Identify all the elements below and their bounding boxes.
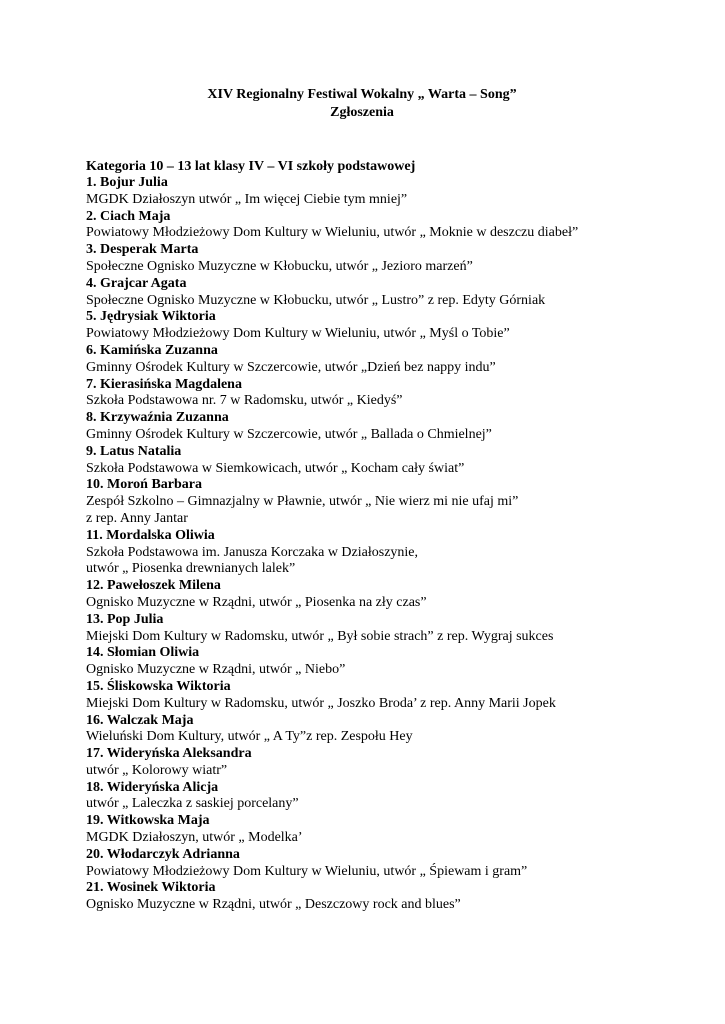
entry-detail: utwór „ Kolorowy wiatr” (86, 762, 228, 778)
list-item (86, 209, 685, 243)
entry-detail: Szkoła Podstawowa im. Janusza Korczaka w Działoszynie, (86, 544, 419, 560)
entry-name: 4. Grajcar Agata (86, 275, 187, 291)
entry-name: 14. Słomian Oliwia (86, 645, 200, 661)
entry-detail: Społeczne Ognisko Muzyczne w Kłobucku, utwór „ Lustro” z rep. Edyty Górniak (86, 292, 546, 308)
entry-detail: z rep. Anny Jantar (86, 510, 188, 526)
list-item (86, 343, 685, 377)
list-item (86, 679, 685, 713)
entry-name: 1. Bojur Julia (86, 175, 168, 190)
list-item (86, 813, 685, 847)
list-item (86, 528, 685, 578)
entry-detail: Szkoła Podstawowa nr. 7 w Radomsku, utwór „ Kiedyś” (86, 393, 403, 409)
entry-name: 20. Włodarczyk Adrianna (86, 846, 240, 862)
entry-detail: MGDK Działoszyn utwór „ Im więcej Ciebie tym mniej” (86, 191, 408, 207)
entry-name: 12. Pawełoszek Milena (86, 578, 221, 594)
entry-name: 18. Wideryńska Alicja (86, 779, 219, 795)
category-heading: Kategoria 10 – 13 lat klasy IV – VI szkoły podstawowej (86, 159, 416, 174)
list-item (86, 309, 685, 343)
entry-name: 11. Mordalska Oliwia (86, 527, 215, 543)
list-item (86, 410, 685, 444)
entry-detail: Szkoła Podstawowa w Siemkowicach, utwór „ Kocham cały świat” (86, 460, 465, 476)
entry-detail: Zespół Szkolno – Gimnazjalny w Pławnie, utwór „ Nie wierz mi nie ufaj mi” (86, 494, 519, 510)
entry-name: 19. Witkowska Maja (86, 813, 210, 829)
entry-name: 9. Latus Natalia (86, 443, 182, 459)
entry-detail: Powiatowy Młodzieżowy Dom Kultury w Wieluniu, utwór „ Myśl o Tobie” (86, 326, 510, 342)
entry-name: 16. Walczak Maja (86, 712, 194, 728)
entry-detail: utwór „ Piosenka drewnianych lalek” (86, 561, 296, 577)
list-item (86, 242, 685, 276)
document-subtitle: Zgłoszenia (330, 105, 394, 120)
list-item (86, 713, 685, 747)
list-item (86, 612, 685, 646)
list-item (86, 746, 685, 780)
entry-name: 6. Kamińska Zuzanna (86, 342, 218, 358)
entry-name: 17. Wideryńska Aleksandra (86, 746, 252, 762)
entry-detail: utwór „ Laleczka z saskiej porcelany” (86, 796, 299, 812)
list-item (86, 276, 685, 310)
document-title: XIV Regionalny Festiwal Wokalny „ Warta – Song” (207, 87, 517, 102)
entry-name: 13. Pop Julia (86, 611, 164, 627)
entry-detail: Ognisko Muzyczne w Rządni, utwór „ Deszczowy rock and blues” (86, 897, 461, 913)
entry-name: 2. Ciach Maja (86, 208, 171, 224)
list-item (86, 477, 685, 527)
entry-name: 21. Wosinek Wiktoria (86, 880, 216, 896)
entry-name: 7. Kierasińska Magdalena (86, 376, 242, 392)
entry-detail: Ognisko Muzyczne w Rządni, utwór „ Piosenka na zły czas” (86, 594, 427, 610)
list-item (86, 880, 685, 914)
entries-list (86, 175, 685, 914)
entry-name: 3. Desperak Marta (86, 242, 199, 258)
entry-name: 8. Krzywaźnia Zuzanna (86, 410, 229, 426)
title-block (86, 86, 638, 122)
entry-detail: Powiatowy Młodzieżowy Dom Kultury w Wieluniu, utwór „ Śpiewam i gram” (86, 863, 528, 879)
entry-detail: Wieluński Dom Kultury, utwór „ A Ty”z rep. Zespołu Hey (86, 729, 413, 745)
entry-detail: Miejski Dom Kultury w Radomsku, utwór „ Joszko Broda’ z rep. Anny Marii Jopek (86, 695, 556, 711)
entry-detail: Gminny Ośrodek Kultury w Szczercowie, utwór „ Ballada o Chmielnej” (86, 426, 492, 442)
list-item (86, 847, 685, 881)
entry-detail: MGDK Działoszyn, utwór „ Modelka’ (86, 830, 303, 846)
list-item (86, 175, 685, 209)
entry-name: 10. Moroń Barbara (86, 477, 203, 493)
list-item (86, 780, 685, 814)
list-item (86, 578, 685, 612)
entry-name: 15. Śliskowska Wiktoria (86, 678, 231, 694)
entry-detail: Społeczne Ognisko Muzyczne w Kłobucku, utwór „ Jezioro marzeń” (86, 258, 473, 274)
entry-name: 5. Jędrysiak Wiktoria (86, 309, 216, 325)
list-item (86, 444, 685, 478)
list-item (86, 645, 685, 679)
entry-detail: Powiatowy Młodzieżowy Dom Kultury w Wieluniu, utwór „ Moknie w deszczu diabeł” (86, 225, 579, 241)
entry-detail: Gminny Ośrodek Kultury w Szczercowie, utwór „Dzień bez nappy indu” (86, 359, 496, 375)
entry-detail: Ognisko Muzyczne w Rządni, utwór „ Niebo” (86, 662, 346, 678)
entry-detail: Miejski Dom Kultury w Radomsku, utwór „ Był sobie strach” z rep. Wygraj sukces (86, 628, 554, 644)
list-item (86, 377, 685, 411)
